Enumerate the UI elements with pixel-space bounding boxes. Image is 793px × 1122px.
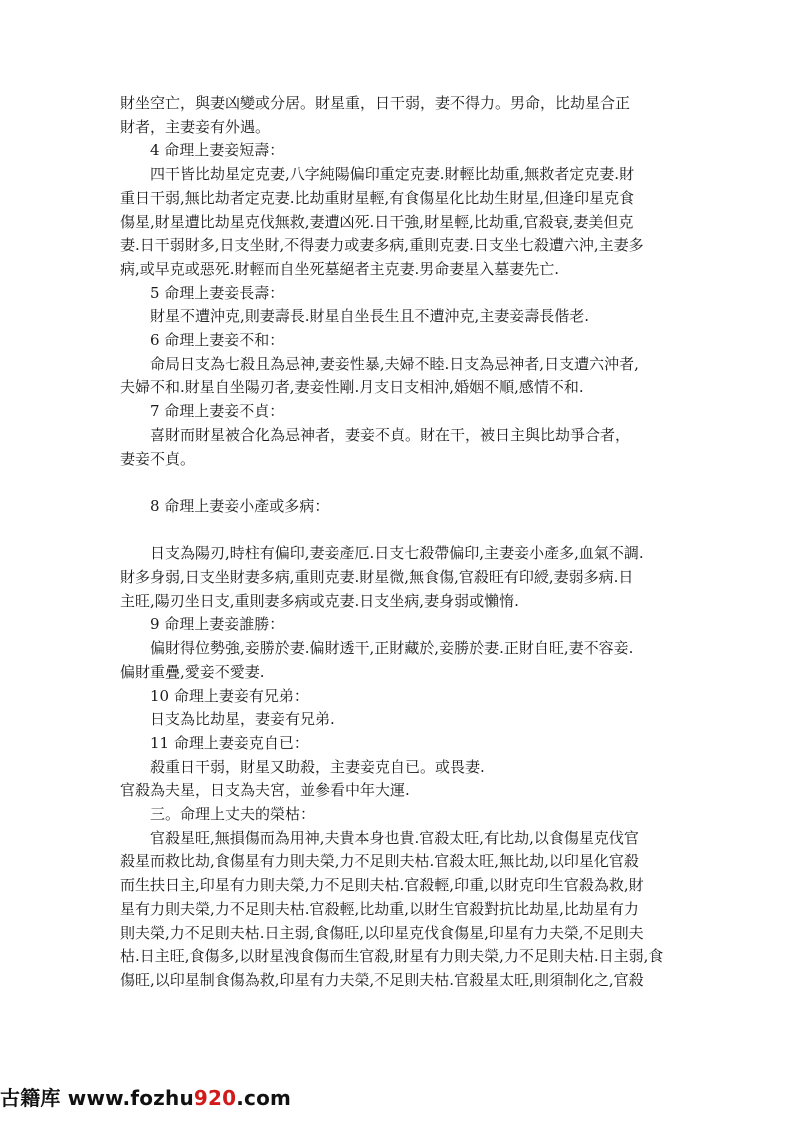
- text-line: 枯.日主旺,食傷多,以財星洩食傷而生官殺,財星有力則夫榮,力不足則夫枯.日主弱,食: [120, 947, 664, 966]
- footer-site-name: 古籍库: [0, 1086, 61, 1110]
- text-line: 四干皆比劫星定克妻,八字純陽偏印重定克妻.財輕比劫重,無救者定克妻.財: [150, 165, 635, 184]
- section-heading-6: 6 命理上妻妾不和：: [150, 331, 285, 350]
- paragraph-8: [120, 542, 680, 613]
- text-line: 傷星,財星遭比劫星克伐無救,妻遭凶死.日干強,財星輕,比劫重,官殺衰,妻美但克: [120, 212, 634, 231]
- section-heading-3: 三。命理上丈夫的榮枯：: [150, 805, 316, 824]
- footer-url-prefix: www.fozhu: [60, 1086, 194, 1110]
- text-line: 星有力則夫榮,力不足則夫枯.官殺輕,比劫重,以財生官殺對抗比劫星,比劫星有力: [120, 899, 639, 918]
- text-line: 偏財重疊,愛妾不愛妻.: [120, 662, 265, 681]
- text-line: 主旺,陽刃坐日支,重則妻多病或克妻.日支坐病,妻身弱或懶惰.: [120, 591, 519, 610]
- text-line: 官殺星旺,無損傷而為用神,夫貴本身也貴.官殺太旺,有比劫,以食傷星克伐官: [150, 828, 639, 847]
- text-line: 命局日支為七殺且為忌神,妻妾性暴,夫婦不睦.日支為忌神者,日支遭六沖者,: [150, 354, 639, 373]
- text-line: 財多身弱,日支坐財妻多病,重則克妻.財星微,無食傷,官殺旺有印綬,妻弱多病.日: [120, 568, 634, 587]
- text-line: 傷旺,以印星制食傷為救,印星有力夫榮,不足則夫枯.官殺星太旺,則須制化之,官殺: [120, 970, 644, 989]
- text-line: 重日干弱,無比劫者定克妻.比劫重財星輕,有食傷星化比劫生財星,但逢印星克食: [120, 188, 635, 207]
- text-line: 殺重日干弱，財星又助殺，主妻妾克自已。或畏妻.: [150, 757, 485, 776]
- paragraph-11: [120, 756, 680, 803]
- paragraph-7: [120, 424, 680, 471]
- text-line: 病,或早克或惡死.財輕而自坐死墓絕者主克妻.男命妻星入墓妻先亡.: [120, 259, 560, 278]
- text-line: 則夫榮,力不足則夫枯.日主弱,食傷旺,以印星克伐食傷星,印星有力夫榮,不足則夫: [120, 923, 644, 942]
- footer-url-number: 920: [193, 1086, 237, 1110]
- section-heading-8: 8 命理上妻妾小產或多病：: [150, 496, 330, 515]
- watermark-footer: [0, 1082, 291, 1112]
- text-line: 財坐空亡，與妻凶變或分居。財星重，日干弱，妻不得力。男命，比劫星合正: [120, 94, 631, 112]
- text-line: 妻.日干弱財多,日支坐財,不得妻力或妻多病,重則克妻.日支坐七殺遭六沖,主妻多: [120, 236, 644, 255]
- paragraph-intro: [120, 92, 680, 139]
- paragraph-6: [120, 353, 680, 400]
- text-line: 而生扶日主,印星有力則夫榮,力不足則夫枯.官殺輕,印重,以財克印生官殺為救,財: [120, 876, 644, 895]
- section-heading-5: 5 命理上妻妾長壽：: [150, 283, 285, 302]
- paragraph-9: [120, 637, 680, 684]
- text-line: 官殺為夫星，日支為夫宮，並參看中年大運.: [120, 781, 410, 800]
- text-line: 日支為陽刃,時柱有偏印,妻妾產厄.日支七殺帶偏印,主妻妾小產多,血氣不調.: [150, 544, 644, 563]
- document-body: [120, 92, 680, 993]
- text-line: 殺星而救比劫,食傷星有力則夫榮,力不足則夫枯.官殺太旺,無比劫,以印星化官殺: [120, 852, 639, 871]
- text-line: 日支為比劫星，妻妾有兄弟.: [150, 710, 335, 729]
- blank-line: [120, 471, 680, 495]
- paragraph-5: [120, 305, 680, 329]
- paragraph-10: [120, 708, 680, 732]
- text-line: 喜財而財星被合化為忌神者，妻妾不貞。財在干，被日主與比劫爭合者，: [150, 425, 631, 444]
- text-line: 妻妾不貞。: [120, 449, 196, 468]
- paragraph-4: [120, 163, 680, 282]
- text-line: 偏財得位勢強,妾勝於妻.偏財透干,正財藏於,妾勝於妻.正財自旺,妻不容妾.: [150, 639, 634, 658]
- footer-url-suffix: .com: [236, 1086, 292, 1110]
- section-heading-9: 9 命理上妻妾誰勝：: [150, 615, 285, 634]
- text-line: 夫婦不和.財星自坐陽刃者,妻妾性剛.月支日支相沖,婚姻不順,感情不和.: [120, 378, 584, 397]
- section-heading-10: 10 命理上妻妾有兄弟：: [150, 686, 309, 705]
- blank-line: [120, 519, 680, 543]
- section-heading-4: 4 命理上妻妾短壽：: [150, 141, 285, 160]
- text-line: 財星不遭沖克,則妻壽長.財星自坐長生且不遭沖克,主妻妾壽長偕老.: [150, 307, 590, 326]
- section-heading-11: 11 命理上妻妾克自已：: [150, 733, 309, 752]
- text-line: 財者，主妻妾有外遇。: [120, 117, 271, 136]
- paragraph-3: [120, 827, 680, 993]
- section-heading-7: 7 命理上妻妾不貞：: [150, 402, 285, 421]
